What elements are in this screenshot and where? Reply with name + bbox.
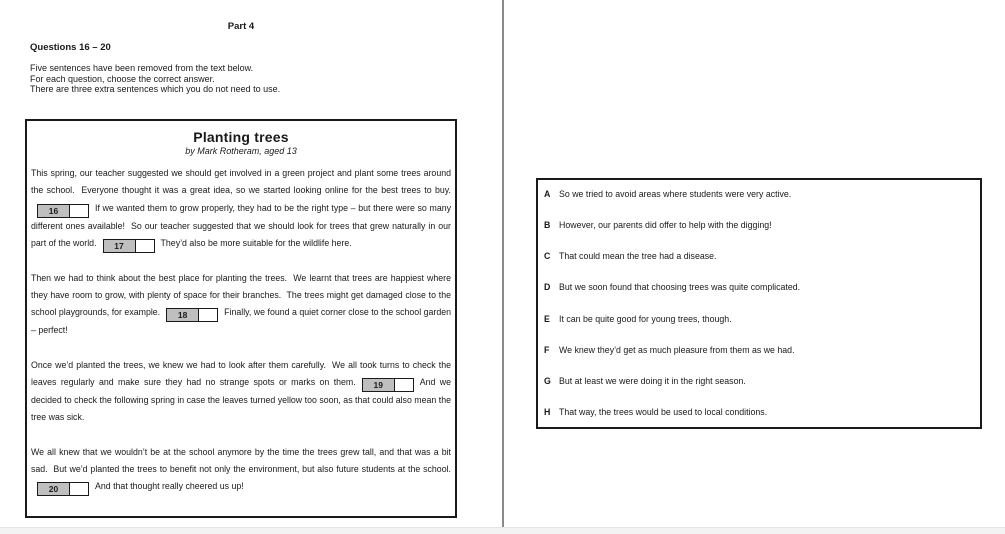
instruction-line: For each question, choose the correct answer. — [30, 73, 215, 84]
gap-answer-blank[interactable] — [199, 309, 217, 321]
bottom-strip — [0, 527, 1005, 534]
passage-title: Planting trees — [193, 129, 289, 145]
page-divider — [502, 0, 504, 527]
option-text: We knew they’d get as much pleasure from them as we had. — [559, 344, 795, 355]
option-letter: C — [544, 251, 551, 262]
gap-16[interactable] — [37, 204, 89, 218]
option-letter: G — [544, 375, 551, 386]
option-letter: B — [544, 220, 551, 231]
option-letter: A — [544, 189, 551, 199]
passage-text: This spring, our teacher suggested we should get involved in a green project and plant some trees around the school. Everyone thought it was a great idea, so we started looking online for the best trees to buy. — [31, 168, 451, 196]
option-text: However, our parents did offer to help with the digging! — [559, 220, 772, 231]
gap-number: 18 — [167, 309, 199, 321]
option-row-G[interactable] — [544, 376, 974, 386]
option-row-D[interactable] — [544, 282, 974, 292]
passage-text: If we wanted them to grow properly, they had to be the right type – but there were so many different ones available! So our teacher suggested that we should look for trees that grew naturally in our part of the world. — [31, 202, 451, 248]
passage-text: And we decided to check the following spring in case the leaves turned yellow too soon, as that could also mean the tree was sick. — [31, 377, 452, 423]
gap-number: 19 — [363, 379, 395, 391]
gap-17[interactable] — [103, 239, 155, 253]
questions-heading: Questions 16 – 20 — [30, 42, 111, 53]
gap-answer-blank[interactable] — [136, 240, 154, 252]
passage-box — [25, 119, 457, 518]
gap-number: 17 — [104, 240, 136, 252]
instruction-line: Five sentences have been removed from the text below. — [30, 63, 254, 73]
passage-paragraphs — [27, 165, 455, 496]
option-row-C[interactable] — [544, 251, 974, 261]
part-label: Part 4 — [227, 21, 255, 32]
gap-20[interactable] — [37, 482, 89, 496]
gap-answer-blank[interactable] — [70, 483, 88, 495]
option-row-A[interactable] — [544, 189, 974, 199]
passage-paragraph — [31, 270, 451, 340]
option-text: That could mean the tree had a disease. — [559, 251, 717, 262]
options-box — [536, 178, 982, 429]
option-letter: D — [544, 282, 551, 293]
option-text: That way, the trees would be used to local conditions. — [559, 406, 768, 417]
gap-18[interactable] — [166, 308, 218, 322]
passage-text: They’d also be more suitable for the wildlife here. — [160, 237, 352, 248]
passage-paragraph — [31, 165, 451, 253]
gap-19[interactable] — [362, 378, 414, 392]
gap-answer-blank[interactable] — [70, 205, 88, 217]
option-text: But we soon found that choosing trees was quite complicated. — [559, 282, 801, 293]
passage-paragraph — [31, 357, 451, 427]
instruction-line: There are three extra sentences which you do not need to use. — [30, 84, 281, 95]
passage-text: And that thought really cheered us up! — [95, 481, 244, 492]
option-text: But at least we were doing it in the right season. — [559, 375, 746, 386]
option-letter: E — [544, 313, 550, 324]
passage-text: Then we had to think about the best place for planting the trees. We learnt that trees are happiest where they have room to grow, with plenty of space for their branches. The trees might get damaged close to the school playgrounds, for example. — [31, 272, 451, 318]
gap-number: 16 — [38, 205, 70, 217]
option-row-F[interactable] — [544, 345, 974, 355]
gap-number: 20 — [38, 483, 70, 495]
option-text: So we tried to avoid areas where students were very active. — [559, 189, 792, 199]
passage-text: We all knew that we wouldn’t be at the school anymore by the time the trees grew tall, and that was a bit sad. But we’d planted the trees to benefit not only the environment, but also future students at the school. — [31, 446, 451, 474]
option-row-E[interactable] — [544, 314, 974, 324]
passage-byline: by Mark Rotheram, aged 13 — [185, 146, 297, 156]
passage-text: Finally, we found a quiet corner close to the school garden – perfect! — [31, 307, 451, 336]
option-letter: H — [544, 406, 551, 417]
passage-text: Once we’d planted the trees, we knew we had to look after them carefully. We all took turns to check the leaves regularly and make sure they had no strange spots or marks on them. — [31, 359, 451, 388]
passage-paragraph — [31, 444, 451, 497]
option-letter: F — [544, 344, 550, 355]
option-row-B[interactable] — [544, 220, 974, 230]
option-text: It can be quite good for young trees, though. — [559, 313, 732, 324]
instructions — [30, 63, 280, 95]
option-row-H[interactable] — [544, 407, 974, 417]
gap-answer-blank[interactable] — [395, 379, 413, 391]
